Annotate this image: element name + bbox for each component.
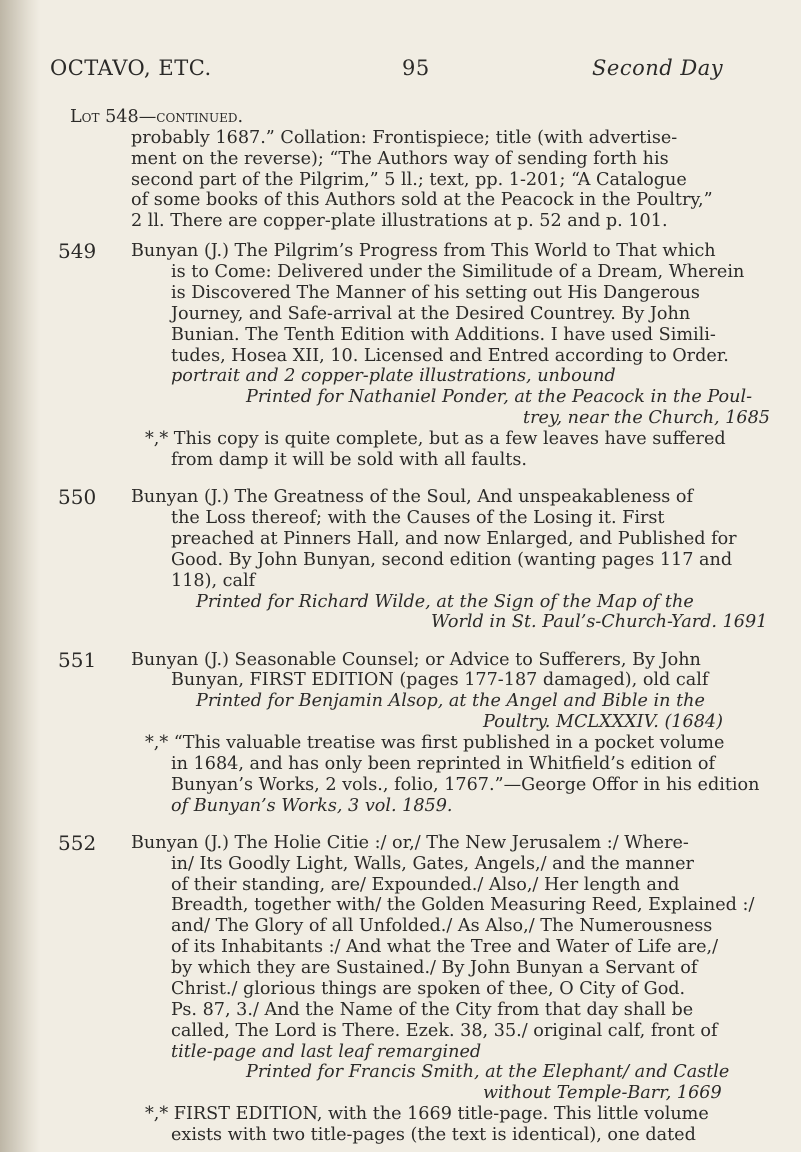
lot-552-line: Breadth, together with/ the Golden Measuring Reed, Explained :/ bbox=[171, 895, 755, 916]
page-gutter-shadow bbox=[0, 0, 40, 1152]
lot-552-line: in/ Its Goodly Light, Walls, Gates, Angels,/ and the manner bbox=[171, 853, 694, 874]
lot-551-imprint: Printed for Benjamin Alsop, at the Angel and Bible in the bbox=[196, 691, 705, 712]
lot-549-line: Journey, and Safe-arrival at the Desired Countrey. By John bbox=[171, 303, 691, 324]
lot-550-line: preached at Pinners Hall, and now Enlarged, and Published for bbox=[171, 528, 737, 549]
lot-551-line: Bunyan (J.) Seasonable Counsel; or Advice to Sufferers, By John bbox=[131, 649, 701, 670]
lot-549-line: tudes, Hosea XII, 10. Licensed and Entred according to Order. bbox=[171, 345, 729, 366]
lot-552-line: Christ./ glorious things are spoken of thee, O City of God. bbox=[171, 978, 686, 999]
lot-552-line: by which they are Sustained./ By John Bunyan a Servant of bbox=[171, 958, 698, 979]
lot-551-note: Bunyan’s Works, 2 vols., folio, 1767.”—George Offor in his edition bbox=[171, 774, 760, 795]
lot-549-line: is to Come: Delivered under the Similitude of a Dream, Wherein bbox=[171, 262, 745, 283]
lot-548-line: 2 ll. There are copper-plate illustrations at p. 52 and p. 101. bbox=[131, 211, 668, 232]
lot-552-number: 552 bbox=[58, 831, 97, 856]
lot-552-line: called, The Lord is There. Ezek. 38, 35./ original calf, front of bbox=[171, 1020, 718, 1041]
lot-549-imprint: Printed for Nathaniel Ponder, at the Peacock in the Poul- bbox=[246, 387, 753, 408]
lot-551-number: 551 bbox=[58, 647, 97, 672]
lot-548-heading: Lot 548—continued. bbox=[70, 107, 244, 127]
lot-549-number: 549 bbox=[58, 239, 97, 264]
lot-552-line: of its Inhabitants :/ And what the Tree and Water of Life are,/ bbox=[171, 937, 718, 958]
lot-552-imprint: without Temple-Barr, 1669 bbox=[483, 1083, 722, 1104]
lot-551-note: in 1684, and has only been reprinted in Whitfield’s edition of bbox=[171, 753, 716, 774]
lot-548-line: of some books of this Authors sold at the Peacock in the Poultry,” bbox=[131, 190, 713, 211]
lot-552-line: and/ The Glory of all Unfolded./ As Also,/ The Numerousness bbox=[171, 916, 713, 937]
lot-551-note: *,* “This valuable treatise was first published in a pocket volume bbox=[145, 733, 725, 754]
lot-549-line: portrait and 2 copper-plate illustrations, unbound bbox=[171, 366, 616, 387]
lot-549-note: *,* This copy is quite complete, but as a few leaves have suffered bbox=[145, 429, 726, 450]
lot-548-line: ment on the reverse); “The Authors way of sending forth his bbox=[131, 148, 669, 169]
lot-549-imprint: trey, near the Church, 1685 bbox=[523, 408, 770, 429]
page-header bbox=[0, 56, 801, 86]
lot-552-line: Bunyan (J.) The Holie Citie :/ or,/ The New Jerusalem :/ Where- bbox=[131, 832, 689, 853]
lot-550-line: Bunyan (J.) The Greatness of the Soul, And unspeakableness of bbox=[131, 487, 694, 508]
lot-550-imprint: Printed for Richard Wilde, at the Sign of the Map of the bbox=[196, 591, 694, 612]
lot-552-line: Ps. 87, 3./ And the Name of the City from that day shall be bbox=[171, 999, 694, 1020]
lot-549-line: Bunyan (J.) The Pilgrim’s Progress from This World to That which bbox=[131, 241, 716, 262]
lot-549-line: is Discovered The Manner of his setting out His Dangerous bbox=[171, 283, 700, 304]
lot-552-note: *,* FIRST EDITION, with the 1669 title-page. This little volume bbox=[145, 1104, 709, 1125]
lot-550-line: 118), calf bbox=[171, 570, 256, 591]
running-head-right: Second Day bbox=[592, 56, 724, 80]
lot-550-line: Good. By John Bunyan, second edition (wanting pages 117 and bbox=[171, 549, 733, 570]
lot-552-note: exists with two title-pages (the text is identical), one dated bbox=[171, 1125, 696, 1145]
page-number: 95 bbox=[402, 56, 430, 80]
lot-548-line: second part of the Pilgrim,” 5 ll.; text, pp. 1-201; “A Catalogue bbox=[131, 169, 687, 190]
lot-550-imprint: World in St. Paul’s-Church-Yard. 1691 bbox=[431, 612, 768, 633]
lot-549-note: from damp it will be sold with all faults. bbox=[171, 449, 527, 470]
lot-552-line: title-page and last leaf remargined bbox=[171, 1041, 482, 1062]
lot-552-imprint: Printed for Francis Smith, at the Elephant/ and Castle bbox=[246, 1062, 730, 1083]
running-head-left: OCTAVO, ETC. bbox=[50, 56, 212, 80]
lot-551-note: of Bunyan’s Works, 3 vol. 1859. bbox=[171, 795, 453, 816]
lot-551-imprint: Poultry. MCLXXXIV. (1684) bbox=[483, 712, 723, 733]
lot-548-line: probably 1687.” Collation: Frontispiece; title (with advertise- bbox=[131, 127, 678, 148]
lot-550-number: 550 bbox=[58, 485, 97, 510]
lot-550-line: the Loss thereof; with the Causes of the Losing it. First bbox=[171, 508, 665, 529]
lot-551-line: Bunyan, FIRST EDITION (pages 177-187 damaged), old calf bbox=[171, 670, 709, 691]
lot-549-line: Bunian. The Tenth Edition with Additions. I have used Simili- bbox=[171, 324, 716, 345]
lot-552-line: of their standing, are/ Expounded./ Also,/ Her length and bbox=[171, 874, 680, 895]
